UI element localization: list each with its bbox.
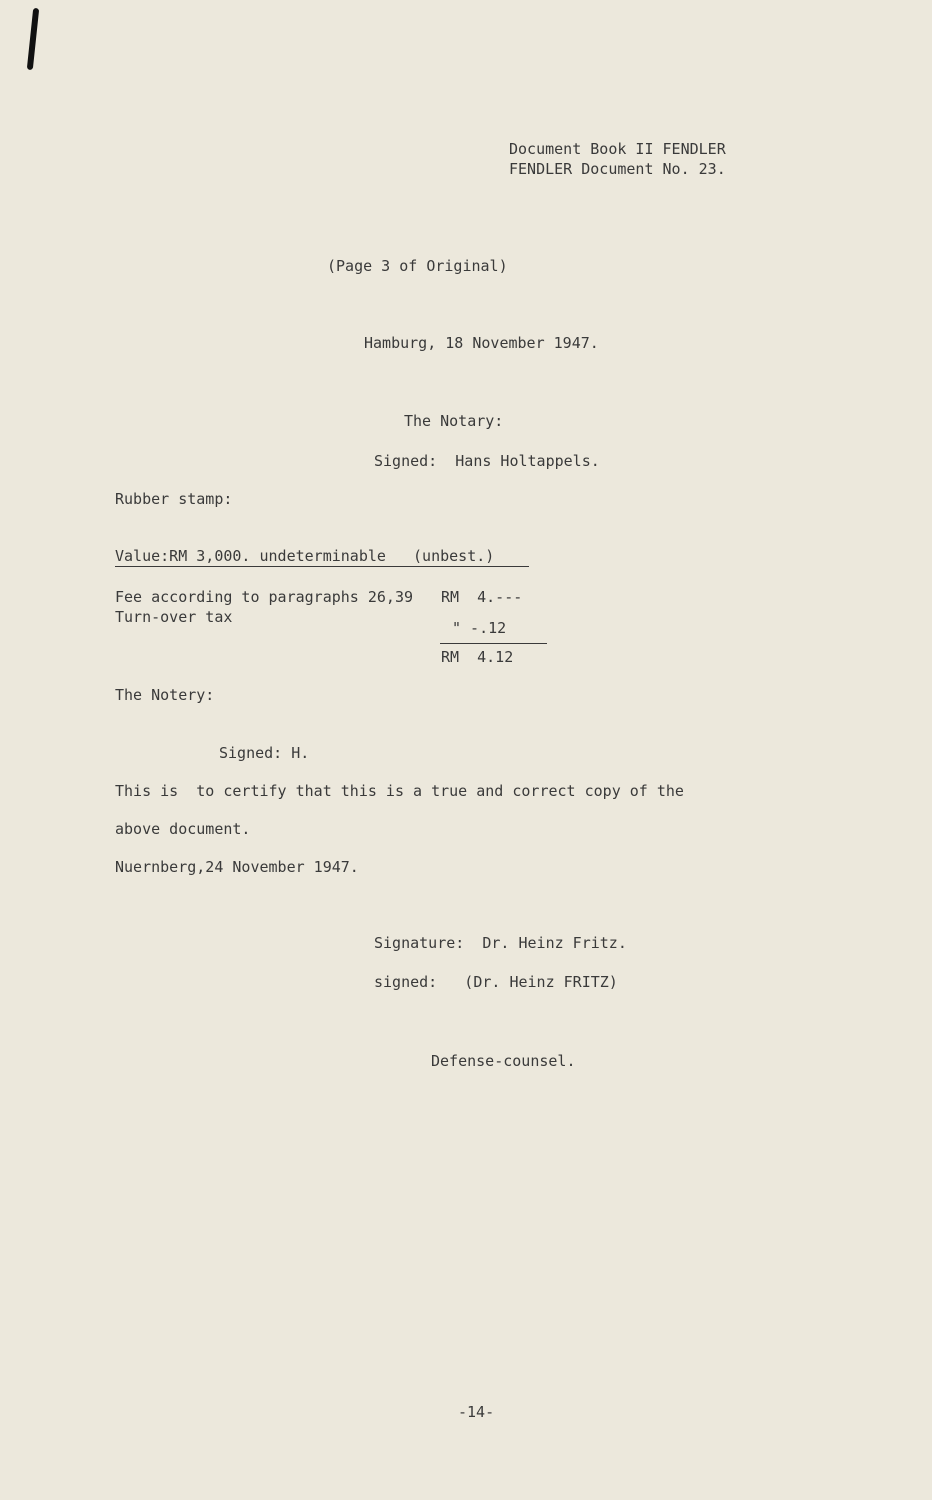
signature-line-2: signed: (Dr. Heinz FRITZ) <box>374 973 618 991</box>
value-line <box>115 547 529 567</box>
value-note: (unbest.) <box>413 547 495 565</box>
fee-total: RM 4.12 <box>441 648 514 666</box>
nuernberg-date: Nuernberg,24 November 1947. <box>115 858 359 876</box>
sum-rule <box>440 643 547 644</box>
margin-pen-mark <box>27 8 39 70</box>
notery-label: The Notery: <box>115 686 215 704</box>
tax-label: Turn-over tax <box>115 608 233 626</box>
page-number: -14- <box>458 1403 495 1421</box>
signature-line-1: Signature: Dr. Heinz Fritz. <box>374 934 627 952</box>
value-label: Value:RM 3,000. undeterminable <box>115 547 386 565</box>
certify-line-2: above document. <box>115 820 251 838</box>
notary-signed: Signed: Hans Holtappels. <box>374 452 600 470</box>
fee-label: Fee according to paragraphs 26,39 <box>115 588 414 606</box>
tax-amount: " -.12 <box>452 619 507 637</box>
certify-line-1: This is to certify that this is a true and correct copy of the <box>115 782 684 800</box>
rubber-stamp-label: Rubber stamp: <box>115 490 233 508</box>
page-reference: (Page 3 of Original) <box>327 257 508 275</box>
notary-title: The Notary: <box>404 412 504 430</box>
header-book-line: Document Book II FENDLER <box>509 140 726 158</box>
place-date: Hamburg, 18 November 1947. <box>364 334 599 352</box>
header-doc-line: FENDLER Document No. 23. <box>509 160 726 178</box>
defense-counsel: Defense-counsel. <box>431 1052 576 1070</box>
fee-amount: RM 4.--- <box>441 588 523 606</box>
signed-h: Signed: H. <box>219 744 310 762</box>
